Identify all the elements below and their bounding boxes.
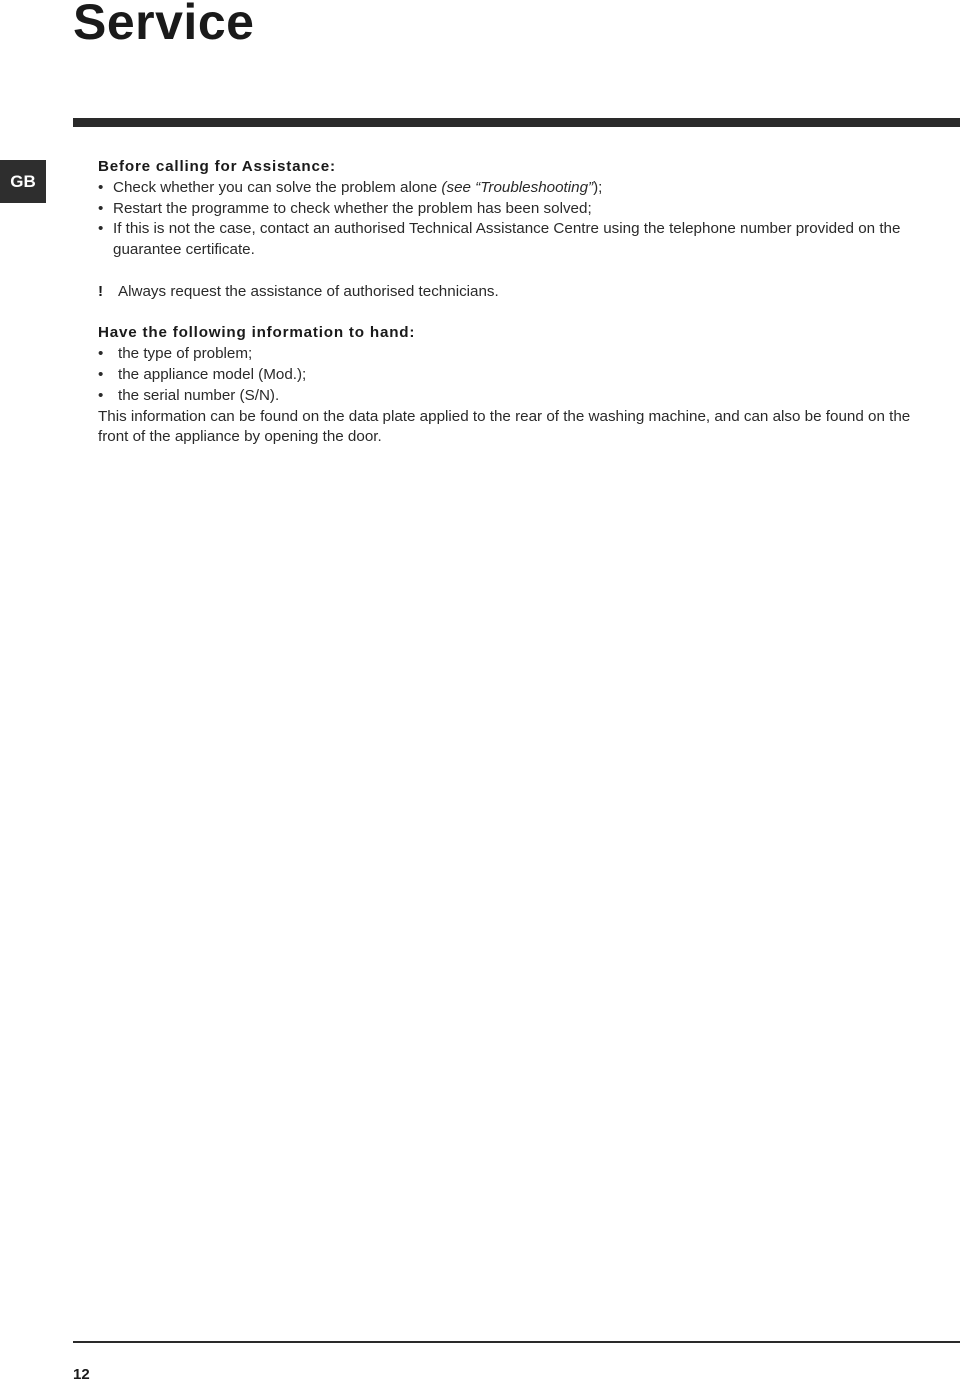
list-item-text: Check whether you can solve the problem alone	[113, 178, 442, 196]
list-item	[98, 344, 918, 365]
warning-icon: !	[98, 282, 104, 300]
title-divider	[73, 118, 960, 127]
list-item	[98, 386, 918, 407]
language-tab: GB	[0, 160, 46, 203]
service-content	[98, 157, 918, 448]
list-item-text: the serial number (S/N).	[118, 386, 280, 404]
spacer	[98, 303, 918, 324]
data-plate-note: This information can be found on the data plate applied to the rear of the washing machine, and can also be found on the front of the appliance by opening the door.	[98, 407, 911, 446]
footer-divider	[73, 1341, 960, 1343]
bullet-icon: •	[98, 386, 104, 404]
bullet-icon: •	[98, 178, 104, 196]
before-calling-heading: Before calling for Assistance:	[98, 158, 336, 175]
warning-note	[98, 282, 918, 303]
information-list	[98, 344, 918, 406]
list-item-text: Restart the programme to check whether the problem has been solved;	[113, 199, 592, 217]
bullet-icon: •	[98, 199, 104, 217]
list-item-text: If this is not the case, contact an authorised Technical Assistance Centre using the telephone number provided on the guarantee certificate.	[113, 220, 901, 259]
page-number: 12	[73, 1366, 90, 1383]
list-item-text: the appliance model (Mod.);	[118, 365, 307, 383]
list-item	[98, 219, 918, 261]
list-item-text-end: );	[593, 178, 603, 196]
before-calling-list	[98, 178, 918, 261]
list-item	[98, 199, 918, 220]
bullet-icon: •	[98, 345, 104, 363]
list-item-text: the type of problem;	[118, 345, 253, 363]
list-item	[98, 365, 918, 386]
page-title: Service	[73, 0, 255, 50]
spacer	[98, 261, 918, 282]
troubleshooting-reference: (see “Troubleshooting”	[441, 178, 594, 196]
bullet-icon: •	[98, 365, 104, 383]
warning-text: Always request the assistance of authorised technicians.	[118, 282, 499, 300]
information-heading: Have the following information to hand:	[98, 324, 416, 342]
bullet-icon: •	[98, 220, 104, 238]
list-item	[98, 178, 918, 199]
